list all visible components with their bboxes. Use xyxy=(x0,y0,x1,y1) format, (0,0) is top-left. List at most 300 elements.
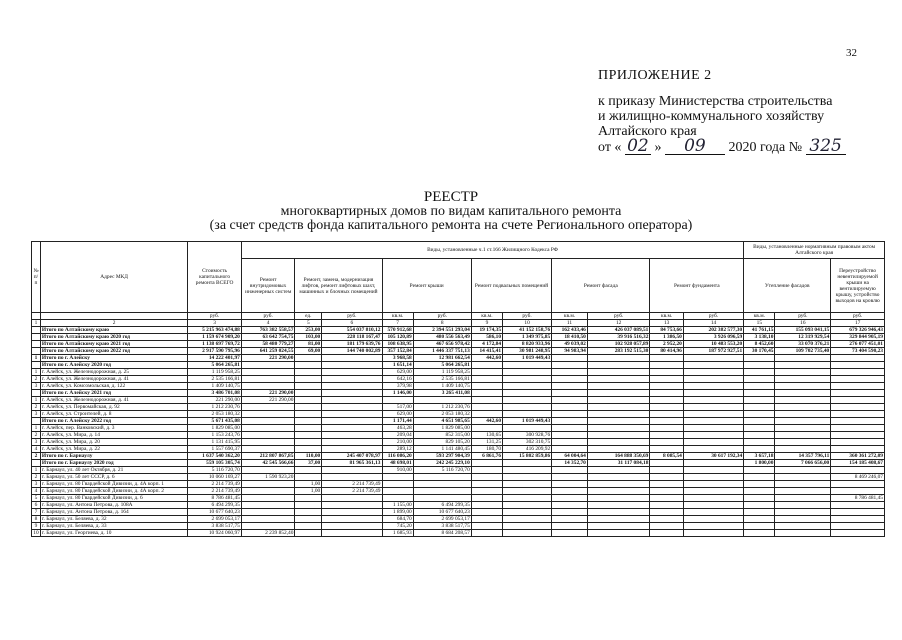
value-cell: 30 981 248,95 xyxy=(503,348,552,355)
value-cell xyxy=(471,397,502,404)
value-cell xyxy=(775,404,831,411)
value-cell: 94 983,94 xyxy=(552,348,588,355)
value-cell: 1 146,00 xyxy=(382,390,413,397)
value-cell: 12 981 662,54 xyxy=(413,355,471,362)
value-cell: 1 141 480,45 xyxy=(413,446,471,453)
value-cell: 116 086,20 xyxy=(382,453,413,460)
table-row xyxy=(32,467,885,474)
value-cell xyxy=(382,488,413,495)
header-engineering: Ремонт внутридомовых инженерных систем xyxy=(241,259,295,313)
value-cell xyxy=(744,509,775,516)
table-row xyxy=(32,341,885,348)
value-cell: 1 409 140,75 xyxy=(188,383,242,390)
value-cell: 1 800,00 xyxy=(744,460,775,467)
value-cell xyxy=(683,376,743,383)
value-cell xyxy=(650,509,683,516)
value-cell: 221 290,00 xyxy=(188,397,242,404)
value-cell xyxy=(744,488,775,495)
value-cell xyxy=(775,439,831,446)
value-cell xyxy=(241,439,295,446)
row-number-cell: 3 xyxy=(32,481,41,488)
page-number: 32 xyxy=(846,47,857,59)
value-cell xyxy=(241,509,295,516)
value-cell: 5 064 265,81 xyxy=(413,362,471,369)
value-cell xyxy=(382,495,413,502)
value-cell xyxy=(744,439,775,446)
table-row xyxy=(32,369,885,376)
value-cell: 1 119 958,25 xyxy=(188,369,242,376)
column-number-cell: 5 xyxy=(295,320,322,327)
value-cell: 30 170,45 xyxy=(744,348,775,355)
unit-cell xyxy=(40,313,187,320)
value-cell xyxy=(295,404,322,411)
address-cell: г. Алейск, ул. Мира, д. 22 xyxy=(40,446,187,453)
value-cell xyxy=(503,488,552,495)
value-cell xyxy=(471,383,502,390)
value-cell xyxy=(587,376,650,383)
row-number-cell: 4 xyxy=(32,488,41,495)
value-cell: 379,98 xyxy=(382,383,413,390)
value-cell xyxy=(295,432,322,439)
value-cell xyxy=(587,404,650,411)
column-number-cell: 6 xyxy=(322,320,382,327)
table-row xyxy=(32,404,885,411)
table-row xyxy=(32,390,885,397)
header-group-federal: Виды, установленные ч.1 ст.166 Жилищного Кодекса РФ xyxy=(241,242,743,259)
address-cell: г. Барнаул, ул. Антона Петрова, д. 164 xyxy=(40,509,187,516)
value-cell xyxy=(503,376,552,383)
value-cell xyxy=(744,481,775,488)
value-cell: 131,25 xyxy=(471,439,502,446)
value-cell xyxy=(744,390,775,397)
address-cell: Итого по г. Барнаулу xyxy=(40,453,187,460)
value-cell xyxy=(241,369,295,376)
unit-cell: ед. xyxy=(295,313,322,320)
value-cell xyxy=(650,369,683,376)
header-basement: Ремонт подвальных помещений xyxy=(471,259,551,313)
value-cell: 69,00 xyxy=(295,348,322,355)
value-cell: 2 917 590 795,96 xyxy=(188,348,242,355)
value-cell xyxy=(503,523,552,530)
value-cell: 1 386,50 xyxy=(650,334,683,341)
value-cell xyxy=(552,474,588,481)
address-cell: Итого по Алтайскому краю xyxy=(40,327,187,334)
row-number-cell: 2 xyxy=(32,453,41,460)
value-cell xyxy=(322,530,382,537)
value-cell: 3 486 701,08 xyxy=(188,390,242,397)
row-number-cell: 3 xyxy=(32,383,41,390)
value-cell xyxy=(295,439,322,446)
value-cell: 3 926 096,59 xyxy=(683,334,743,341)
value-cell xyxy=(650,481,683,488)
unit-cell: кв.м. xyxy=(382,313,413,320)
value-cell xyxy=(831,523,885,530)
value-cell: 210,00 xyxy=(382,439,413,446)
value-cell xyxy=(552,530,588,537)
value-cell xyxy=(587,474,650,481)
value-cell xyxy=(683,467,743,474)
value-cell xyxy=(241,383,295,390)
value-cell xyxy=(295,495,322,502)
value-cell xyxy=(831,446,885,453)
value-cell xyxy=(295,509,322,516)
register-body xyxy=(32,327,885,537)
value-cell: 8 786 481,45 xyxy=(831,495,885,502)
unit-cell: кв.м. xyxy=(471,313,502,320)
column-number-cell: 17 xyxy=(831,320,885,327)
value-cell: 81,00 xyxy=(295,341,322,348)
value-cell: 2 952,20 xyxy=(650,341,683,348)
value-cell xyxy=(775,502,831,509)
value-cell xyxy=(744,404,775,411)
handwritten-order-number: 325 xyxy=(806,139,846,155)
value-cell xyxy=(744,467,775,474)
value-cell xyxy=(322,432,382,439)
value-cell xyxy=(683,418,743,425)
table-row xyxy=(32,348,885,355)
value-cell xyxy=(831,530,885,537)
value-cell xyxy=(322,397,382,404)
value-cell xyxy=(775,516,831,523)
value-cell: 39 916 516,32 xyxy=(587,334,650,341)
value-cell xyxy=(241,481,295,488)
value-cell xyxy=(831,502,885,509)
column-number-cell: 3 xyxy=(188,320,242,327)
value-cell xyxy=(503,411,552,418)
value-cell xyxy=(552,425,588,432)
value-cell xyxy=(295,523,322,530)
value-cell xyxy=(552,495,588,502)
value-cell xyxy=(295,383,322,390)
handwritten-month: 09 xyxy=(665,139,725,155)
unit-cell: руб. xyxy=(683,313,743,320)
value-cell: 253,00 xyxy=(295,327,322,334)
table-row xyxy=(32,362,885,369)
value-cell xyxy=(322,439,382,446)
value-cell xyxy=(683,425,743,432)
value-cell xyxy=(683,390,743,397)
value-cell: 181 179 639,76 xyxy=(322,341,382,348)
value-cell xyxy=(552,502,588,509)
value-cell xyxy=(587,425,650,432)
value-cell: 2 394 551 293,04 xyxy=(413,327,471,334)
row-number-cell: 8 xyxy=(32,516,41,523)
value-cell: 1,00 xyxy=(295,481,322,488)
table-row xyxy=(32,418,885,425)
value-cell xyxy=(775,355,831,362)
value-cell xyxy=(775,369,831,376)
value-cell xyxy=(552,432,588,439)
value-cell: 2 214 739,49 xyxy=(188,488,242,495)
value-cell: 12 319 929,54 xyxy=(775,334,831,341)
header-foundation: Ремонт фундамента xyxy=(650,259,744,313)
value-cell: 329 844 905,19 xyxy=(831,334,885,341)
value-cell xyxy=(322,509,382,516)
value-cell xyxy=(775,467,831,474)
value-cell xyxy=(683,495,743,502)
row-number-cell xyxy=(32,362,41,369)
table-row xyxy=(32,432,885,439)
value-cell xyxy=(683,362,743,369)
value-cell xyxy=(650,523,683,530)
value-cell xyxy=(650,439,683,446)
value-cell xyxy=(775,481,831,488)
value-cell xyxy=(587,530,650,537)
value-cell xyxy=(587,383,650,390)
value-cell xyxy=(503,516,552,523)
value-cell xyxy=(241,516,295,523)
value-cell: 829 105,20 xyxy=(413,439,471,446)
value-cell: 1 899,00 xyxy=(382,509,413,516)
value-cell xyxy=(241,432,295,439)
value-cell xyxy=(775,397,831,404)
value-cell xyxy=(831,425,885,432)
value-cell xyxy=(471,523,502,530)
value-cell xyxy=(744,474,775,481)
value-cell xyxy=(775,362,831,369)
unit-cell: руб. xyxy=(413,313,471,320)
value-cell xyxy=(775,425,831,432)
address-cell: Итого по Алтайскому краю 2020 год xyxy=(40,334,187,341)
table-row xyxy=(32,474,885,481)
row-number-cell: 3 xyxy=(32,411,41,418)
value-cell xyxy=(587,481,650,488)
value-cell xyxy=(295,369,322,376)
value-cell xyxy=(503,404,552,411)
value-cell: 41 761,15 xyxy=(744,327,775,334)
value-cell xyxy=(471,481,502,488)
value-cell: 300 928,76 xyxy=(503,432,552,439)
value-cell: 641 259 024,55 xyxy=(241,348,295,355)
value-cell xyxy=(322,411,382,418)
value-cell: 81 965 361,13 xyxy=(322,460,382,467)
row-number-cell: 1 xyxy=(32,355,41,362)
value-cell xyxy=(831,481,885,488)
register-subtitle-note: (за счет средств фонда капитального ремонта на счете Регионального оператора) xyxy=(209,218,693,233)
table-row xyxy=(32,523,885,530)
address-cell: Итого по Алтайскому краю 2021 год xyxy=(40,341,187,348)
value-cell: 302 310,75 xyxy=(503,439,552,446)
row-number-cell xyxy=(32,460,41,467)
column-number-cell: 16 xyxy=(775,320,831,327)
value-cell xyxy=(241,502,295,509)
table-row xyxy=(32,509,885,516)
value-cell xyxy=(744,397,775,404)
value-cell xyxy=(413,474,471,481)
unit-cell: кв.м. xyxy=(552,313,588,320)
address-cell: Итого по г. Алейску 2021 год xyxy=(40,390,187,397)
value-cell: 3 657,18 xyxy=(744,453,775,460)
value-cell xyxy=(295,411,322,418)
value-cell xyxy=(683,523,743,530)
value-cell: 5 064 265,81 xyxy=(188,362,242,369)
value-cell xyxy=(295,390,322,397)
value-cell xyxy=(587,355,650,362)
value-cell xyxy=(295,474,322,481)
value-cell xyxy=(322,418,382,425)
address-cell: г. Алейск, ул. Железнодорожная, д. 41 xyxy=(40,376,187,383)
value-cell xyxy=(587,446,650,453)
address-cell: г. Барнаул, ул. Антона Петрова, д. 108А xyxy=(40,502,187,509)
table-row xyxy=(32,334,885,341)
value-cell: 2 535 166,81 xyxy=(188,376,242,383)
value-cell xyxy=(650,362,683,369)
value-cell xyxy=(650,397,683,404)
value-cell xyxy=(322,502,382,509)
value-cell: 63 642 754,75 xyxy=(241,334,295,341)
address-cell: г. Барнаул, ул. 80 Гвардейской Дивизии, д. 6 xyxy=(40,495,187,502)
value-cell xyxy=(471,488,502,495)
value-cell: 8 469 246,07 xyxy=(831,474,885,481)
value-cell xyxy=(683,481,743,488)
value-cell xyxy=(322,369,382,376)
value-cell xyxy=(683,488,743,495)
value-cell xyxy=(295,516,322,523)
address-cell: г. Алейск, ул. Мира, д. 14 xyxy=(40,432,187,439)
value-cell xyxy=(295,467,322,474)
value-cell xyxy=(650,425,683,432)
value-cell xyxy=(650,376,683,383)
value-cell xyxy=(831,488,885,495)
table-row xyxy=(32,411,885,418)
value-cell: 559 105 305,74 xyxy=(188,460,242,467)
register-subtitle: многоквартирных домов по видам капитального ремонта xyxy=(280,204,622,219)
value-cell: 629,00 xyxy=(382,411,413,418)
value-cell: 416 209,92 xyxy=(503,446,552,453)
value-cell: 10 483 553,20 xyxy=(683,341,743,348)
order-date-line xyxy=(598,136,846,156)
value-cell xyxy=(683,355,743,362)
table-row xyxy=(32,502,885,509)
address-cell: Итого по г. Алейску 2020 год xyxy=(40,362,187,369)
value-cell xyxy=(831,362,885,369)
value-cell: 570 912,68 xyxy=(382,327,413,334)
value-cell: 221 290,00 xyxy=(241,390,295,397)
value-cell xyxy=(552,376,588,383)
table-row xyxy=(32,495,885,502)
value-cell xyxy=(241,467,295,474)
value-cell xyxy=(322,362,382,369)
value-cell xyxy=(295,397,322,404)
value-cell xyxy=(471,474,502,481)
row-number-cell: 1 xyxy=(32,369,41,376)
value-cell xyxy=(650,404,683,411)
value-cell xyxy=(650,460,683,467)
value-cell xyxy=(683,411,743,418)
row-number-cell: 3 xyxy=(32,439,41,446)
value-cell xyxy=(322,446,382,453)
value-cell xyxy=(775,488,831,495)
value-cell: 1 212 230,76 xyxy=(413,404,471,411)
value-cell: 586,10 xyxy=(471,334,502,341)
row-number-cell xyxy=(32,418,41,425)
address-cell: г. Алейск, ул. Комсомольская, д. 122 xyxy=(40,383,187,390)
address-cell: г. Барнаул, ул. Беляева, д. 32 xyxy=(40,516,187,523)
table-row xyxy=(32,383,885,390)
value-cell: 8 452,60 xyxy=(744,341,775,348)
value-cell xyxy=(471,509,502,516)
value-cell xyxy=(503,495,552,502)
value-cell xyxy=(322,383,382,390)
value-cell xyxy=(322,523,382,530)
value-cell: 228 118 167,47 xyxy=(322,334,382,341)
value-cell xyxy=(683,397,743,404)
value-cell xyxy=(587,369,650,376)
column-number-cell: 15 xyxy=(744,320,775,327)
value-cell: 8 684 208,57 xyxy=(413,530,471,537)
value-cell: 19 174,35 xyxy=(471,327,502,334)
value-cell xyxy=(775,523,831,530)
header-facade: Ремонт фасада xyxy=(552,259,650,313)
value-cell: 58 480 779,27 xyxy=(241,341,295,348)
value-cell: 4 172,84 xyxy=(471,341,502,348)
column-number-cell: 2 xyxy=(40,320,187,327)
value-cell xyxy=(587,509,650,516)
value-cell: 48 698,01 xyxy=(382,460,413,467)
value-cell xyxy=(471,362,502,369)
value-cell: 155 093 041,15 xyxy=(775,327,831,334)
value-cell xyxy=(744,523,775,530)
value-cell xyxy=(831,355,885,362)
value-cell: 14 222 401,97 xyxy=(188,355,242,362)
handwritten-day: 02 xyxy=(625,139,651,155)
value-cell: 1 153 243,76 xyxy=(188,432,242,439)
value-cell xyxy=(552,439,588,446)
value-cell: 5 671 435,08 xyxy=(188,418,242,425)
value-cell xyxy=(650,446,683,453)
value-cell xyxy=(471,530,502,537)
value-cell xyxy=(241,425,295,432)
address-cell: г. Алейск, пер. Ванковский, д. 3 xyxy=(40,425,187,432)
value-cell: 245 407 078,97 xyxy=(322,453,382,460)
value-cell xyxy=(744,425,775,432)
value-cell: 1 651,14 xyxy=(382,362,413,369)
value-cell xyxy=(831,439,885,446)
unit-cell: кв.м. xyxy=(650,313,683,320)
value-cell: 10 060 169,27 xyxy=(188,474,242,481)
value-cell: 593 297 904,39 xyxy=(413,453,471,460)
value-cell xyxy=(552,488,588,495)
value-cell xyxy=(382,474,413,481)
value-cell: 1 138 697 769,72 xyxy=(188,341,242,348)
table-row xyxy=(32,488,885,495)
address-cell: г. Алейск, ул. Строителей, д. 8 xyxy=(40,411,187,418)
column-number-cell: 14 xyxy=(683,320,743,327)
value-cell xyxy=(744,376,775,383)
row-number-cell: 5 xyxy=(32,495,41,502)
value-cell xyxy=(503,509,552,516)
column-number-cell: 13 xyxy=(650,320,683,327)
value-cell xyxy=(775,530,831,537)
value-cell xyxy=(831,516,885,523)
value-cell xyxy=(471,411,502,418)
value-cell: 276 077 451,01 xyxy=(831,341,885,348)
value-cell xyxy=(295,446,322,453)
value-cell xyxy=(552,523,588,530)
value-cell xyxy=(683,439,743,446)
value-cell xyxy=(650,432,683,439)
value-cell xyxy=(683,516,743,523)
value-cell: 6 494 299,35 xyxy=(188,502,242,509)
value-cell xyxy=(650,488,683,495)
header-address: Адрес МКД xyxy=(40,242,187,313)
value-cell xyxy=(503,474,552,481)
value-cell xyxy=(775,411,831,418)
value-cell: 1,00 xyxy=(295,488,322,495)
address-cell: г. Барнаул, ул. 80 Гвардейской Дивизии, д. 4А корп. 1 xyxy=(40,481,187,488)
value-cell xyxy=(295,425,322,432)
row-number-cell: 4 xyxy=(32,446,41,453)
